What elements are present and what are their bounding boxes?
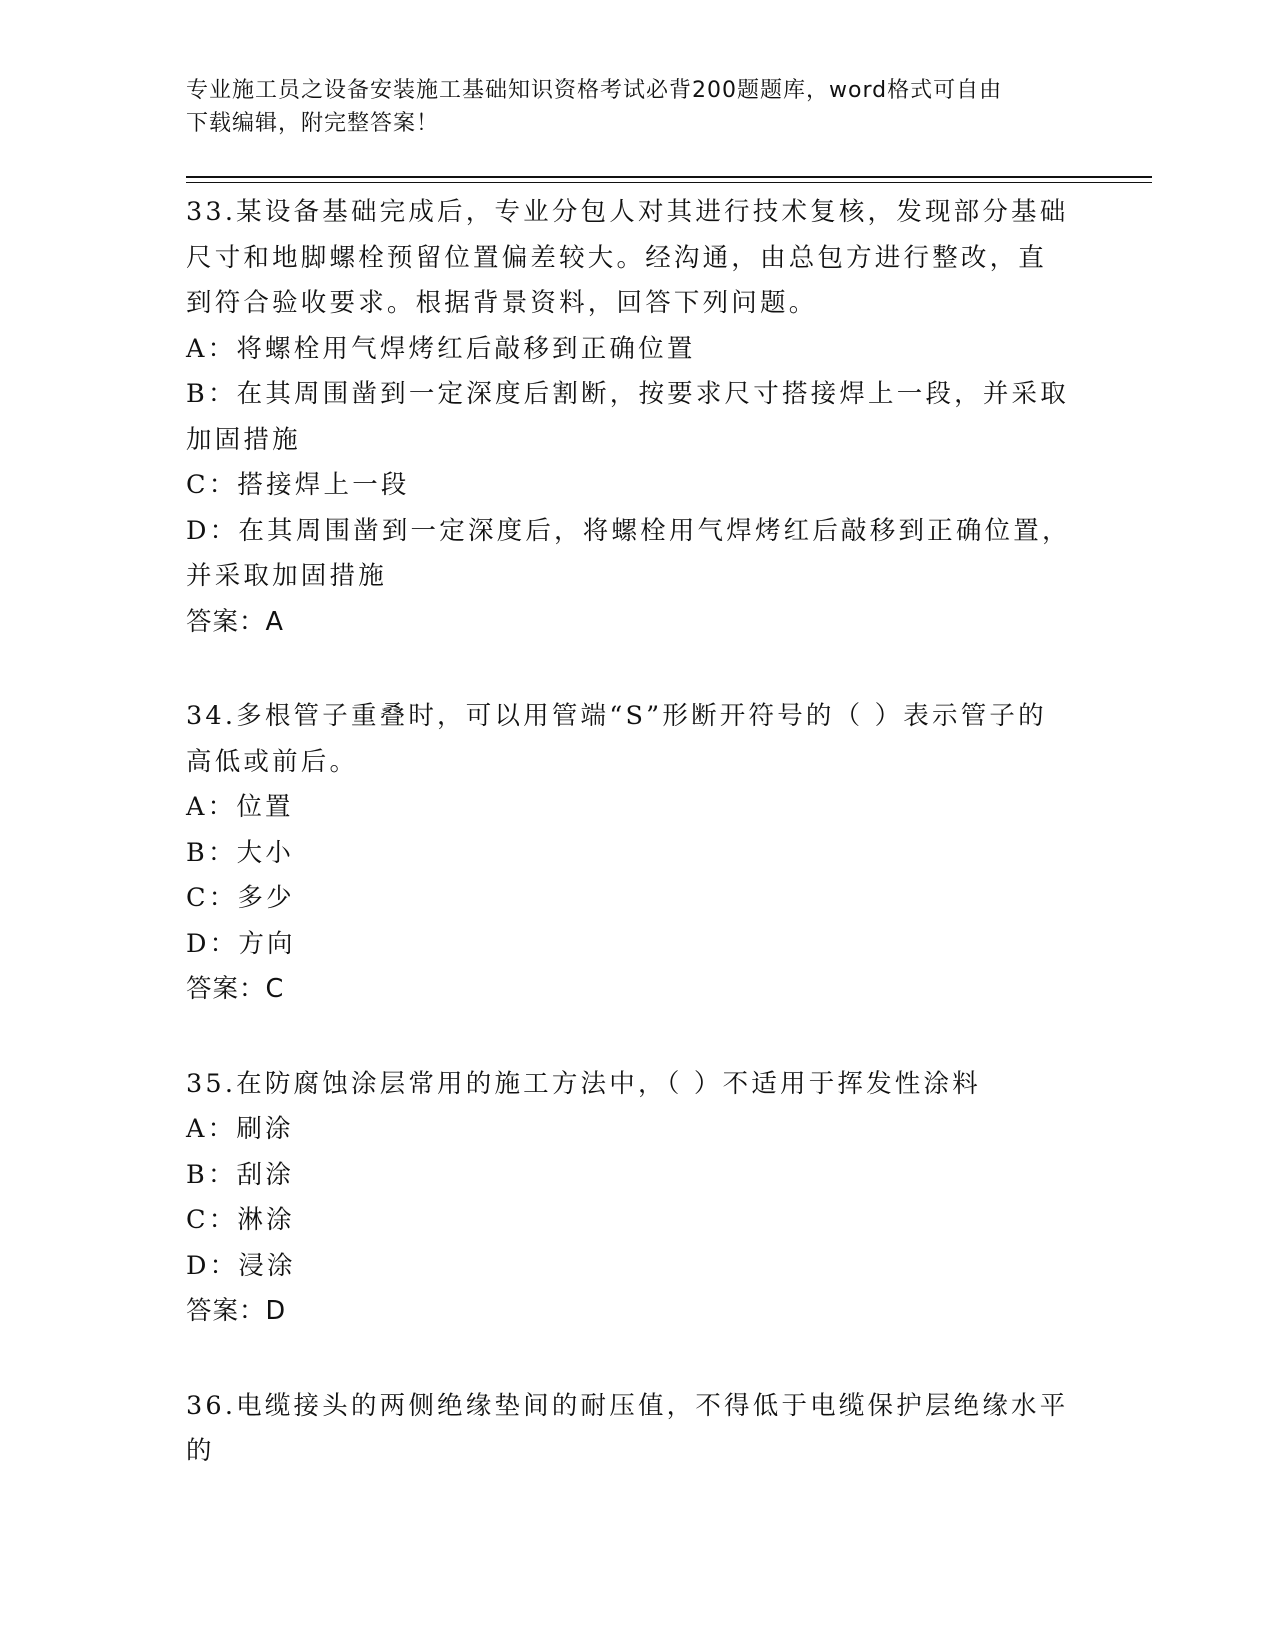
option-c: C：搭接焊上一段 (186, 470, 410, 500)
option-a: A：刷涂 (186, 1114, 294, 1144)
question-stem-line: 的 (186, 1436, 215, 1466)
header-line-1: 专业施工员之设备安装施工基础知识资格考试必背200题题库，word格式可自由 (186, 78, 1003, 103)
option-c: C：多少 (186, 883, 295, 913)
header-divider-thin (186, 182, 1152, 183)
option-b: B：大小 (186, 837, 295, 868)
question-stem-line: 36.电缆接头的两侧绝缘垫间的耐压值，不得低于电缆保护层绝缘水平 (186, 1390, 1069, 1421)
header-divider-thick (186, 176, 1152, 178)
document-header (186, 74, 1086, 140)
option-b: B：在其周围凿到一定深度后割断，按要求尺寸搭接焊上一段，并采取 (186, 379, 1069, 409)
question-stem-line: 到符合验收要求。根据背景资料，回答下列问题。 (186, 288, 818, 318)
answer: 答案：A (186, 606, 284, 637)
option-b: B：刮涂 (186, 1159, 295, 1190)
question-list (186, 190, 1086, 1524)
question-stem-line: 35.在防腐蚀涂层常用的施工方法中，（ ）不适用于挥发性涂料 (186, 1068, 981, 1099)
header-line-2: 下载编辑，附完整答案！ (186, 111, 440, 136)
question-35 (186, 1062, 1086, 1335)
question-stem-line: 高低或前后。 (186, 746, 359, 777)
option-d: D：方向 (186, 928, 296, 959)
answer: 答案：D (186, 1296, 287, 1326)
question-stem-line: 尺寸和地脚螺栓预留位置偏差较大。经沟通，由总包方进行整改，直 (186, 242, 1048, 273)
option-d-continued: 并采取加固措施 (186, 561, 387, 591)
question-stem-line: 33.某设备基础完成后，专业分包人对其进行技术复核，发现部分基础 (186, 197, 1069, 227)
option-a: A：位置 (186, 792, 294, 822)
question-36 (186, 1384, 1086, 1475)
question-stem-line: 34.多根管子重叠时，可以用管端“S”形断开符号的（ ）表示管子的 (186, 701, 1047, 731)
option-d: D：在其周围凿到一定深度后，将螺栓用气焊烤红后敲移到正确位置， (186, 515, 1071, 546)
option-d: D：浸涂 (186, 1250, 296, 1281)
option-b-continued: 加固措施 (186, 424, 301, 455)
question-33 (186, 190, 1086, 645)
question-34 (186, 694, 1086, 1013)
answer: 答案：C (186, 974, 285, 1004)
option-c: C：淋涂 (186, 1205, 295, 1235)
option-a: A：将螺栓用气焊烤红后敲移到正确位置 (186, 333, 696, 364)
